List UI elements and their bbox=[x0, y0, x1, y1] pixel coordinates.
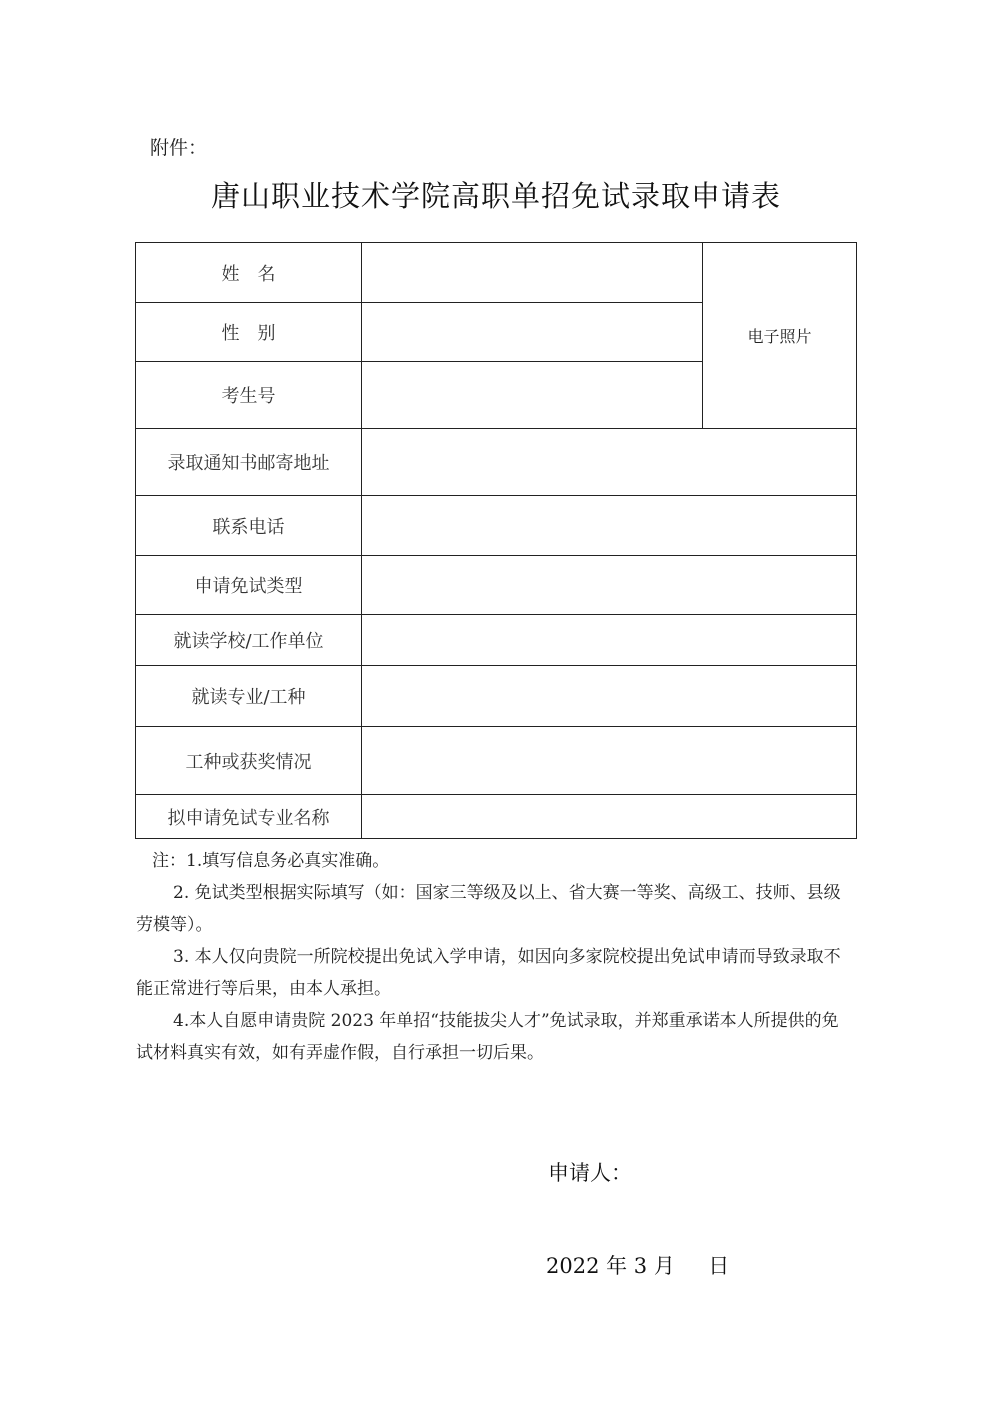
note-3: 3. 本人仅向贵院一所院校提出免试入学申请，如因向多家院校提出免试申请而导致录取不能正常进行等后果，由本人承担。 bbox=[136, 947, 841, 999]
page-title: 唐山职业技术学院高职单招免试录取申请表 bbox=[210, 179, 781, 213]
field-major-trade[interactable] bbox=[362, 666, 857, 727]
field-intended-major[interactable] bbox=[362, 795, 857, 839]
note-1: 注：1.填写信息务必真实准确。 bbox=[152, 851, 390, 871]
field-gender[interactable] bbox=[362, 303, 703, 362]
label-school-employer: 就读学校/工作单位 bbox=[136, 615, 362, 666]
label-name: 姓 名 bbox=[136, 243, 362, 303]
field-mailing-address[interactable] bbox=[362, 429, 857, 496]
label-mailing-address: 录取通知书邮寄地址 bbox=[136, 429, 362, 496]
form-row-school-employer bbox=[136, 615, 857, 666]
notes-section bbox=[136, 845, 846, 1069]
label-awards: 工种或获奖情况 bbox=[136, 727, 362, 795]
note-2: 2. 免试类型根据实际填写（如：国家三等级及以上、省大赛一等奖、高级工、技师、县级劳模等）。 bbox=[136, 883, 841, 935]
form-row-phone bbox=[136, 496, 857, 556]
field-name[interactable] bbox=[362, 243, 703, 303]
label-exemption-type: 申请免试类型 bbox=[136, 556, 362, 615]
application-form-table bbox=[135, 242, 857, 839]
applicant-signature-label: 申请人： bbox=[548, 1161, 632, 1185]
note-4: 4.本人自愿申请贵院 2023 年单招“技能拔尖人才”免试录取，并郑重承诺本人所提供的免试材料真实有效，如有弄虚作假，自行承担一切后果。 bbox=[136, 1011, 839, 1063]
attachment-label: 附件： bbox=[150, 137, 208, 159]
label-major-trade: 就读专业/工种 bbox=[136, 666, 362, 727]
form-row-name bbox=[136, 243, 857, 303]
form-row-major-trade bbox=[136, 666, 857, 727]
field-phone[interactable] bbox=[362, 496, 857, 556]
form-row-mailing-address bbox=[136, 429, 857, 496]
signature-date: 2022 年 3 月 日 bbox=[546, 1254, 730, 1278]
photo-cell[interactable]: 电子照片 bbox=[703, 243, 857, 429]
field-school-employer[interactable] bbox=[362, 615, 857, 666]
label-phone: 联系电话 bbox=[136, 496, 362, 556]
field-awards[interactable] bbox=[362, 727, 857, 795]
form-row-exemption-type bbox=[136, 556, 857, 615]
field-exemption-type[interactable] bbox=[362, 556, 857, 615]
field-exam-number[interactable] bbox=[362, 362, 703, 429]
label-intended-major: 拟申请免试专业名称 bbox=[136, 795, 362, 839]
label-gender: 性 别 bbox=[136, 303, 362, 362]
form-row-intended-major bbox=[136, 795, 857, 839]
label-exam-number: 考生号 bbox=[136, 362, 362, 429]
form-row-awards bbox=[136, 727, 857, 795]
